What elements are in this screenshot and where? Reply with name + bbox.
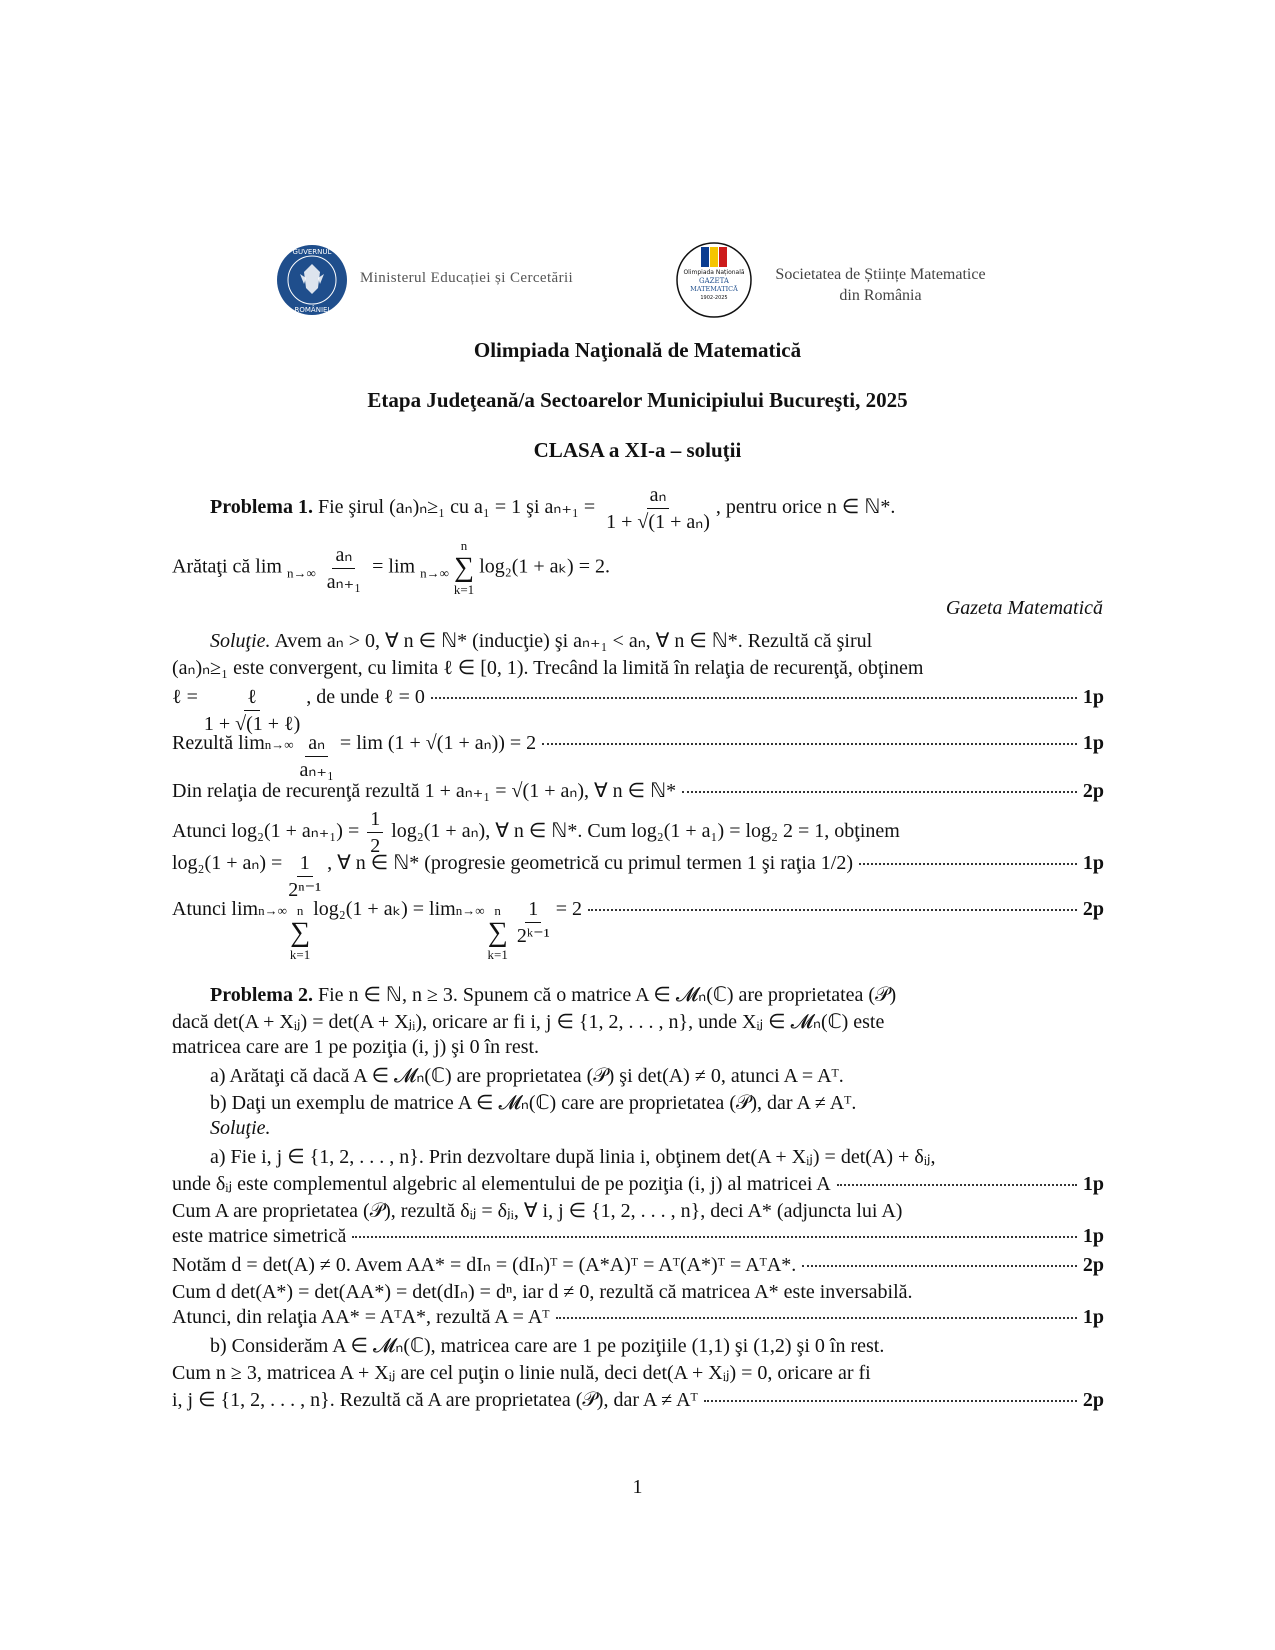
class-title: CLASA a XI-a – soluţii <box>533 438 742 462</box>
p2-sol-a5: Notăm d = det(A) ≠ 0. Avem AA* = dIₙ = (dIₙ)ᵀ = (A*A)ᵀ = Aᵀ(A*)ᵀ = AᵀA*. 2p <box>172 1254 1104 1276</box>
p1-sol-line7: log₂(1 + aₙ) = $\frac{1}{\text{2ⁿ⁻¹}}$ , ∀ n ∈ ℕ* (progresie geometrică cu primul termen 1 şi raţia 1/2) 1p <box>172 852 1104 901</box>
ministry-name: Ministerul Educației și Cercetării <box>360 270 574 286</box>
problem-source: Gazeta Matematică <box>945 597 1103 619</box>
p2-sol-b2: Cum n ≥ 3, matricea A + Xᵢⱼ are cel puţin o linie nulă, deci det(A + Xᵢⱼ) = 0, oricare ar fi <box>172 1362 871 1384</box>
p2-statement-line1: Problema 2. Fie n ∈ ℕ, n ≥ 3. Spunem că o matrice A ∈ 𝓜ₙ(ℂ) are proprietatea (𝒫) <box>210 984 897 1006</box>
p2-sol-a3: Cum A are proprietatea (𝒫), rezultă δᵢⱼ = δⱼᵢ, ∀ i, j ∈ {1, 2, . . . , n}, deci A* (adjuncta lui A) <box>172 1200 903 1222</box>
p1-sol-line1: Soluţie. Avem aₙ > 0, ∀ n ∈ ℕ* (inducţie) şi aₙ₊₁ < aₙ, ∀ n ∈ ℕ*. Rezultă că şirul <box>210 630 873 652</box>
svg-text:Olimpiada Națională: Olimpiada Națională <box>683 269 745 276</box>
gazeta-logo-icon <box>675 241 753 319</box>
p2-sol-b3: i, j ∈ {1, 2, . . . , n}. Rezultă că A are proprietatea (𝒫), dar A ≠ Aᵀ 2p <box>172 1389 1104 1411</box>
svg-text:ROMÂNIEI: ROMÂNIEI <box>294 306 330 314</box>
society-name: Societatea de Științe Matematice din România <box>775 266 986 304</box>
p1-sol-line4: Rezultă lim n→∞ $\frac{\text{aₙ}}{\text{aₙ₊₁}}$ = lim (1 + √(1 + aₙ)) = 2 1p <box>172 732 1104 781</box>
p2-sol-b1: b) Considerăm A ∈ 𝓜ₙ(ℂ), matricea care are 1 pe poziţiile (1,1) şi (1,2) şi 0 în rest. <box>210 1335 885 1357</box>
p2-statement-line3: matricea care are 1 pe poziţia (i, j) şi 0 în rest. <box>172 1036 540 1058</box>
page-number: 1 <box>632 1476 643 1498</box>
p1-sol-line5: Din relaţia de recurenţă rezultă 1 + aₙ₊₁ = √(1 + aₙ), ∀ n ∈ ℕ* 2p <box>172 780 1104 802</box>
p2-question-a: a) Arătaţi că dacă A ∈ 𝓜ₙ(ℂ) are proprietatea (𝒫) şi det(A) ≠ 0, atunci A = Aᵀ. <box>210 1065 844 1087</box>
p1-sol-line3: ℓ = $\frac{\text{ℓ}}{\text{1 + √(1 + ℓ)}}$ , de unde ℓ = 0 1p <box>172 686 1104 735</box>
svg-text:GUVERNUL: GUVERNUL <box>292 248 332 256</box>
p2-sol-a1: a) Fie i, j ∈ {1, 2, . . . , n}. Prin dezvoltare după linia i, obţinem det(A + Xᵢⱼ) = det(A) + δᵢⱼ, <box>210 1146 936 1168</box>
p1-statement-line2: Arătaţi că lim $_{n\to\infty}$ $\frac{\text{aₙ}}{\text{aₙ₊₁}}$ = lim $_{n\to\infty}$ n ∑ k=1 log₂(1 + aₖ) = 2. <box>172 538 610 597</box>
p2-sol-a6: Cum d det(A*) = det(AA*) = det(dIₙ) = dⁿ, iar d ≠ 0, rezultă că matricea A* este inversabilă. <box>172 1281 913 1303</box>
svg-text:GAZETA: GAZETA <box>699 277 729 285</box>
p1-sol-line8: Atunci lim n→∞ n ∑ k=1 log₂(1 + aₖ) = lim n→∞ n ∑ k=1 $\frac{1}{\text{2ᵏ⁻¹}}$ = 2 2p <box>172 898 1104 962</box>
government-seal-icon <box>276 244 348 316</box>
p1-sol-line2: (aₙ)ₙ≥₁ este convergent, cu limita ℓ ∈ [0, 1). Trecând la limită în relaţia de recurenţă, obţinem <box>172 657 924 679</box>
p1-sol-line6: Atunci log₂(1 + aₙ₊₁) = $\frac{1}{2}$ log₂(1 + aₙ), ∀ n ∈ ℕ*. Cum log₂(1 + a₁) = log₂ 2 = 1, obţinem <box>172 808 900 857</box>
p2-sol-a4: este matrice simetrică 1p <box>172 1225 1104 1247</box>
p2-question-b: b) Daţi un exemplu de matrice A ∈ 𝓜ₙ(ℂ) care are proprietatea (𝒫), dar A ≠ Aᵀ. <box>210 1092 857 1114</box>
p1-fraction: $\frac{\text{aₙ}}{\text{1 + √(1 + aₙ)}}$ <box>606 484 710 533</box>
p2-sol-a7: Atunci, din relaţia AA* = AᵀA*, rezultă A = Aᵀ 1p <box>172 1306 1104 1328</box>
svg-text:1902-2025: 1902-2025 <box>700 295 728 301</box>
p2-solution-label: Soluţie. <box>210 1117 271 1139</box>
olympiad-title: Olimpiada Naţională de Matematică <box>473 338 802 362</box>
svg-text:MATEMATICĂ: MATEMATICĂ <box>690 285 738 293</box>
p2-sol-a2: unde δᵢⱼ este complementul algebric al elementului de pe poziţia (i, j) al matricei A 1p <box>172 1173 1104 1195</box>
p1-statement-line1: Problema 1. Fie şirul (aₙ)ₙ≥₁ cu a₁ = 1 şi aₙ₊₁ = $\frac{\text{aₙ}}{\text{1 + √(1 + aₙ)}}$ , pentru orice n ∈ ℕ*. <box>210 484 896 533</box>
stage-title: Etapa Judeţeană/a Sectoarelor Municipiului Bucureşti, 2025 <box>367 388 908 412</box>
p2-statement-line2: dacă det(A + Xᵢⱼ) = det(A + Xⱼᵢ), oricare ar fi i, j ∈ {1, 2, . . . , n}, unde Xᵢⱼ ∈ 𝓜ₙ(ℂ) este <box>172 1011 885 1033</box>
